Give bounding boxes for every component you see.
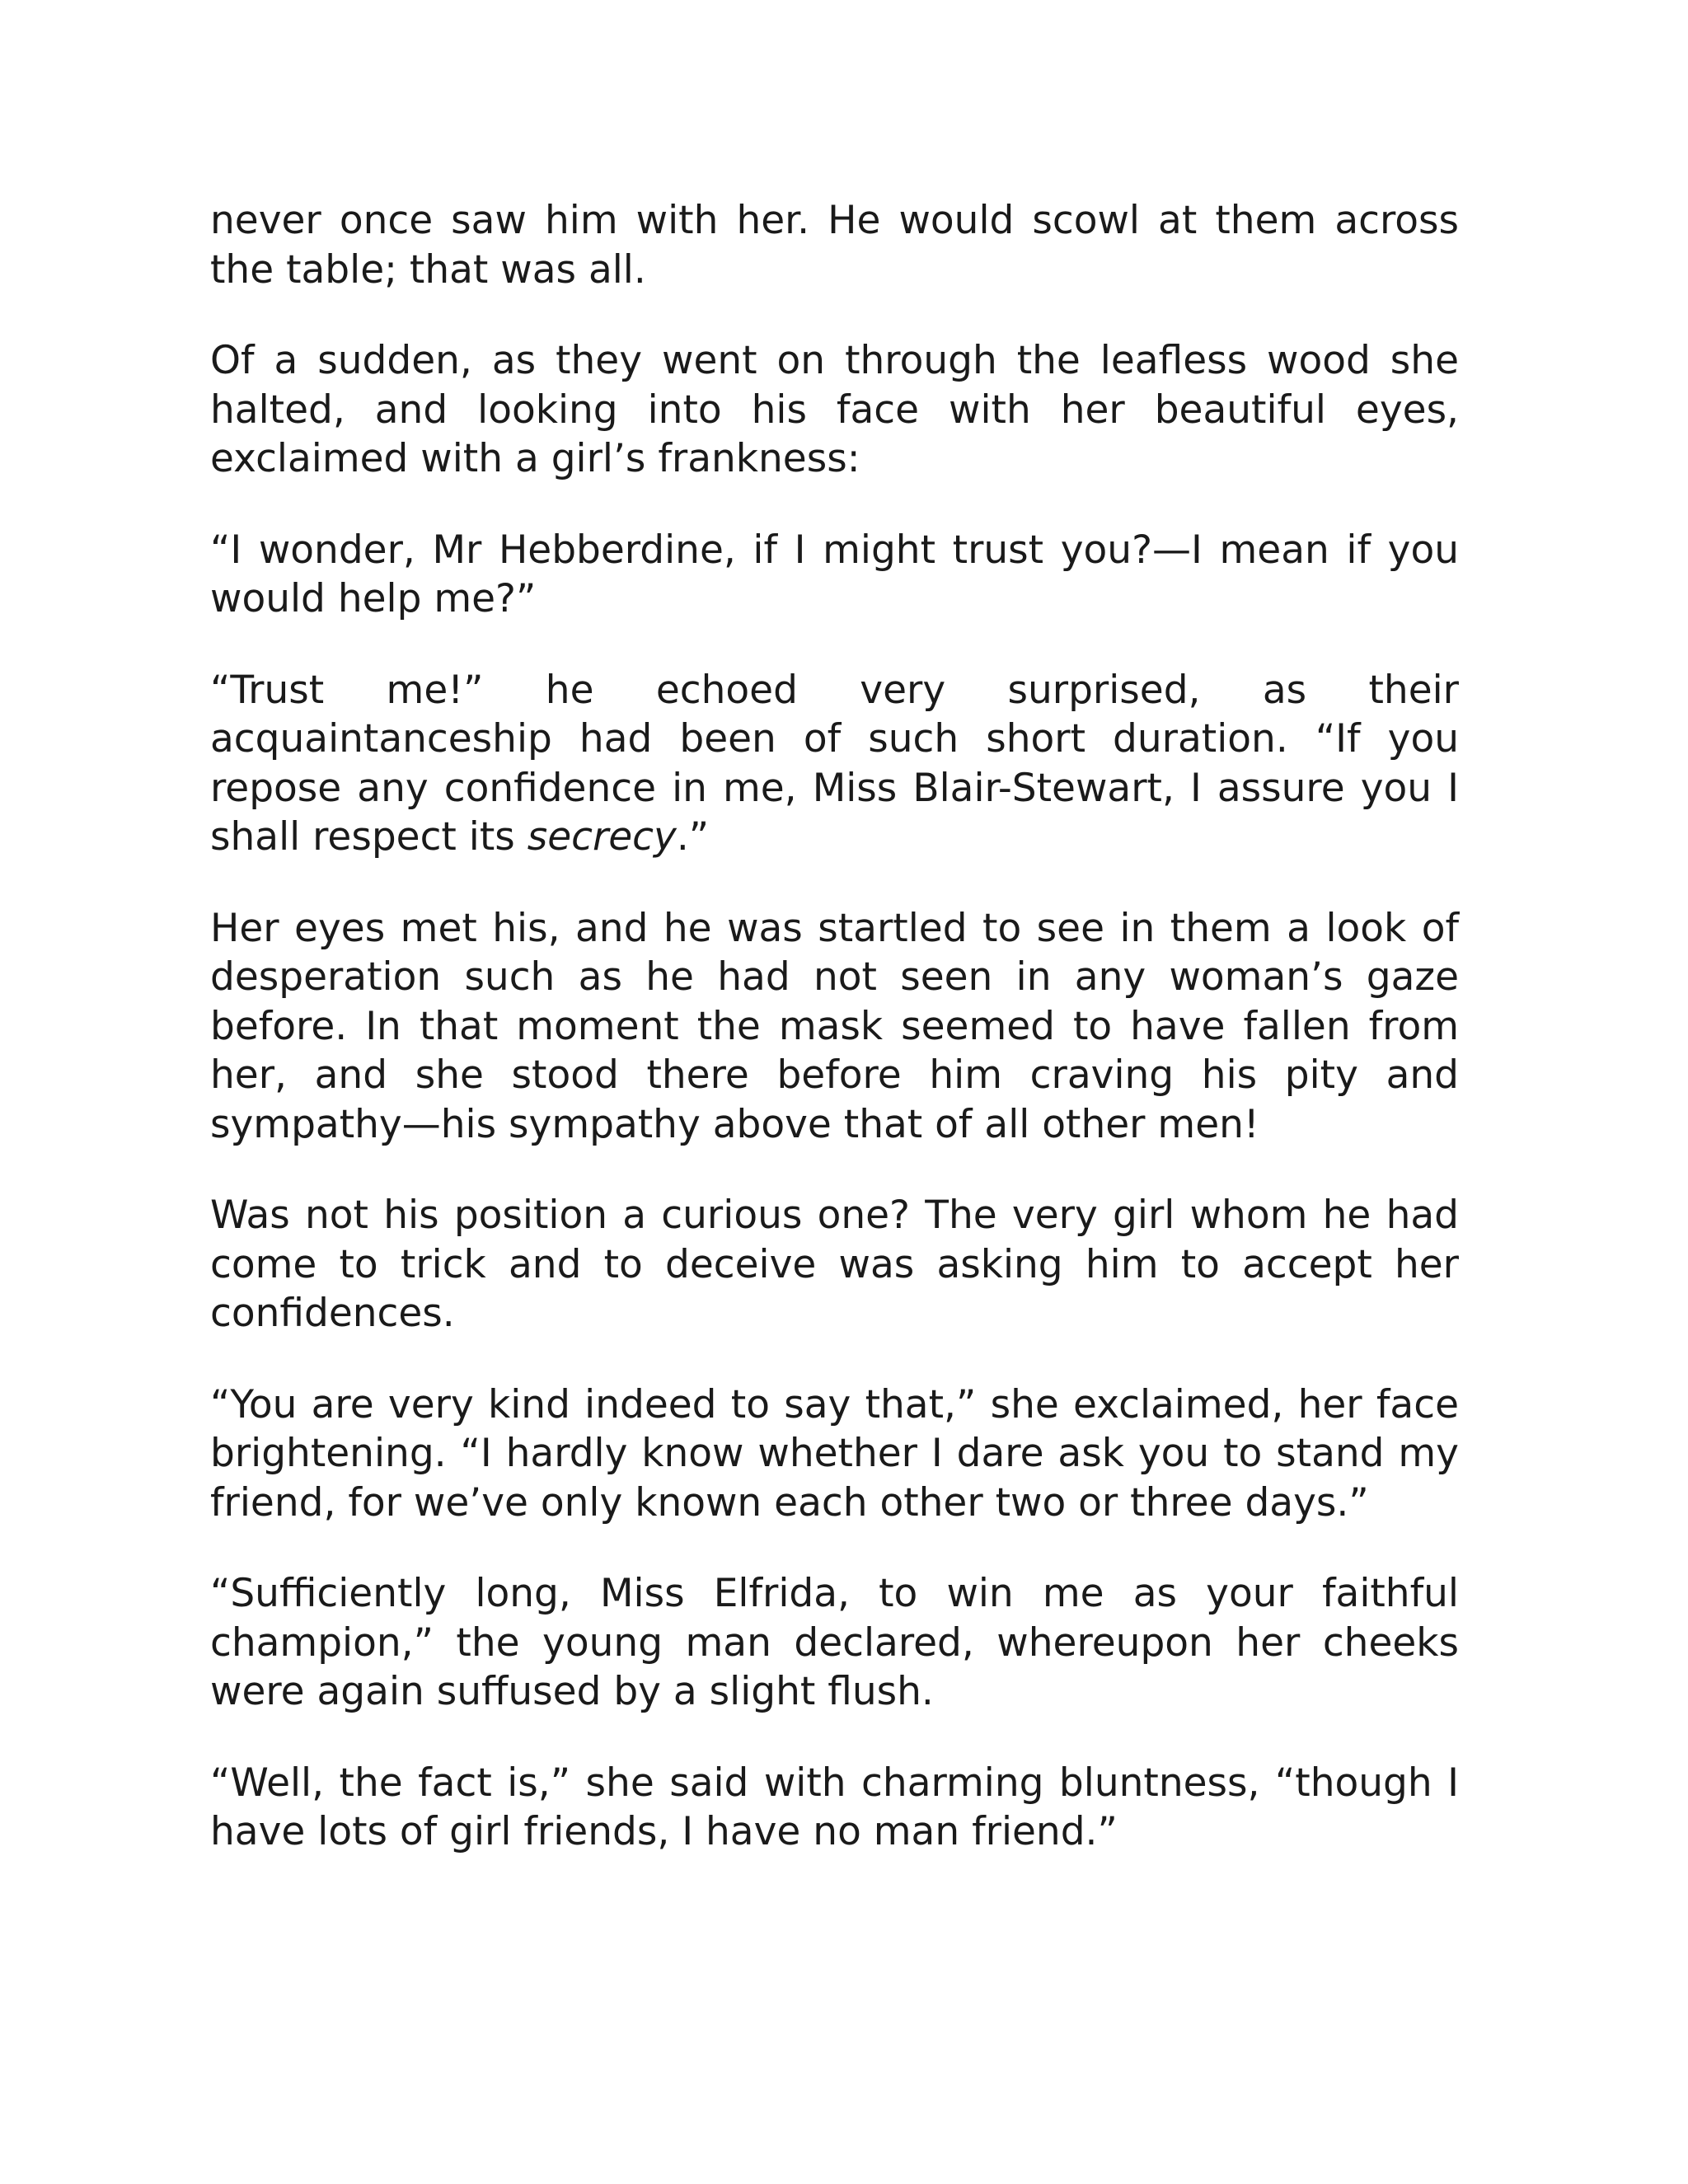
- paragraph-4-text-end: .”: [676, 814, 710, 860]
- paragraph-2: [210, 336, 1459, 484]
- paragraph-4-text: “Trust me!” he echoed very surprised, as their acquaintanceship had been of such short duration. “If you repose any confidence in me, Miss Blair-Stewart, I assure you I shall respect its: [210, 667, 1459, 860]
- paragraph-3: [210, 526, 1459, 624]
- paragraph-7: [210, 1380, 1459, 1528]
- paragraph-1-text: never once saw him with her. He would scowl at them across the table; that was all.: [210, 198, 1459, 293]
- paragraph-9-text: “Well, the fact is,” she said with charming bluntness, “though I have lots of girl friends, I have no man friend.”: [210, 1760, 1459, 1854]
- paragraph-8-text: “Sufficiently long, Miss Elfrida, to win me as your faithful champion,” the young man declared, whereupon her cheeks were again suffused by a slight flush.: [210, 1571, 1459, 1714]
- paragraph-1: [210, 196, 1459, 294]
- paragraph-8: [210, 1569, 1459, 1717]
- paragraph-5-text: Her eyes met his, and he was startled to see in them a look of desperation such as he had not seen in any woman’s gaze before. In that moment the mask seemed to have fallen from her, and she stood there before him craving his pity and sympathy—his sympathy above that of all other men!: [210, 905, 1459, 1147]
- page-body: [210, 196, 1459, 1857]
- paragraph-4-emphasis: secrecy: [527, 814, 677, 860]
- paragraph-9: [210, 1759, 1459, 1857]
- paragraph-6: [210, 1191, 1459, 1338]
- paragraph-3-text: “I wonder, Mr Hebberdine, if I might trust you?—I mean if you would help me?”: [210, 527, 1459, 621]
- paragraph-2-text: Of a sudden, as they went on through the leafless wood she halted, and looking into his face with her beautiful eyes, exclaimed with a girl’s frankness:: [210, 338, 1459, 481]
- paragraph-7-text: “You are very kind indeed to say that,” she exclaimed, her face brightening. “I hardly know whether I dare ask you to stand my friend, for we’ve only known each other two or three days.”: [210, 1381, 1459, 1526]
- paragraph-6-text: Was not his position a curious one? The very girl whom he had come to trick and to deceive was asking him to accept her confidences.: [210, 1193, 1459, 1336]
- paragraph-4: [210, 666, 1459, 862]
- paragraph-5: [210, 904, 1459, 1150]
